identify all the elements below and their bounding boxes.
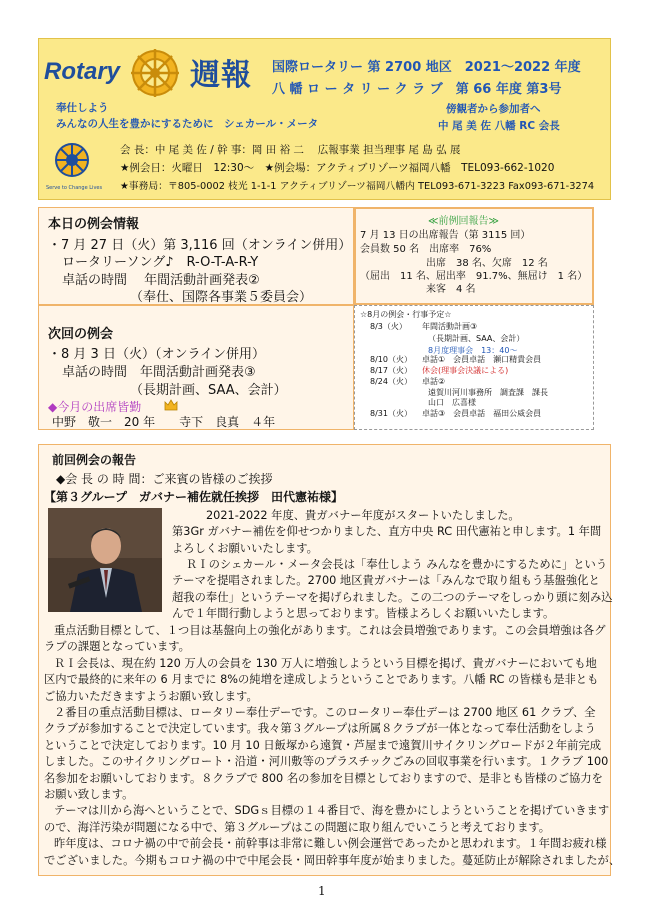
prev-line-1: 7 月 13 日の出席報告（第 3115 回） bbox=[360, 230, 531, 241]
schedule-text: 卓話② bbox=[422, 377, 446, 386]
prev-line-4: （屈出 11 名、屈出率 91.7%、無屈け 1 名） bbox=[360, 271, 588, 282]
schedule-row bbox=[370, 354, 541, 365]
president-theme: 傍観者から参加者へ bbox=[446, 103, 541, 115]
logo-caption: Serve to Change Lives bbox=[46, 185, 103, 191]
prev-line-5: 来客 4 名 bbox=[426, 284, 476, 295]
report-line: ＲＩ会長は、現在約 120 万人の会員を 130 万人に増強しようという目標を掲げ、貴ガバナーにおいても地 bbox=[54, 656, 597, 670]
report-line: 重点活動目標として、１つ目は基盤向上の強化があります。これは会員増強であります。この会員増強は各グ bbox=[54, 624, 606, 637]
prev-heading: ≪前例回報告≫ bbox=[428, 216, 499, 227]
report-line: ご協力いただきますようお願い致します。 bbox=[44, 689, 258, 703]
schedule-date: 8/31（火） bbox=[370, 409, 412, 418]
schedule-date: 8/17（火） bbox=[370, 366, 412, 375]
speaker-photo bbox=[48, 508, 162, 612]
schedule-date: 8/10（火） bbox=[370, 355, 412, 364]
group-heading: 【第３グループ ガバナー補佐就任挨拶 田代憲祐様】 bbox=[44, 490, 344, 504]
president-name: 中 尾 美 佐 八幡 RC 会長 bbox=[438, 120, 560, 132]
schedule-row bbox=[370, 397, 476, 408]
attendance-label: ◆今月の出席皆勤 bbox=[48, 400, 142, 414]
prev-line-3: 出席 38 名、欠席 12 名 bbox=[426, 258, 548, 269]
report-line: テーマを提唱されました。2700 地区貴ガバナーは「みんなで取り組もう基盤強化と bbox=[172, 574, 600, 588]
schedule-row bbox=[370, 376, 445, 387]
schedule-row bbox=[370, 333, 524, 344]
prev-line-2: 会員数 50 名 出席率 76% bbox=[360, 244, 492, 255]
office-line: ★事務局：〒805-0002 枝光 1-1-1 アクティブリゾーツ福岡八幡内 TEL093-671-3223 Fax093-671-3274 bbox=[120, 181, 595, 192]
district-line: 国際ロータリー 第 2700 地区 2021～2022 年度 bbox=[272, 60, 581, 75]
next-line-1: ・8 月 3 日（火）（オンライン併用） bbox=[48, 347, 266, 362]
report-line: テーマは川から海へということで、SDGｓ目標の１４番目で、海を豊かにしようということを掲げていきます bbox=[54, 804, 610, 818]
schedule-text: （長期計画、SAA、会計） bbox=[428, 334, 525, 343]
report-line: 第3Gr ガバナー補佐を仰せつかりました、直方中央 RC 田代憲祐と申します。1 年間 bbox=[172, 525, 602, 539]
club-line: 八 幡 ロ ー タ リ ー ク ラ ブ 第 66 年度 第3号 bbox=[272, 82, 562, 97]
schedule-text: 山口 広喜様 bbox=[428, 398, 476, 407]
crown-icon bbox=[164, 399, 178, 411]
next-line-3: （長期計画、SAA、会計） bbox=[130, 383, 287, 398]
schedule-heading: ☆8月の例会・行事予定☆ bbox=[360, 310, 452, 319]
next-heading: 次回の例会 bbox=[48, 327, 114, 342]
officers-line: 会 長：中 尾 美 佐 / 幹 事：岡 田 裕 二 広報事業 担当理事 尾 島 弘 展 bbox=[120, 144, 461, 156]
today-line-3: 卓話の時間 年間活動計画発表② bbox=[62, 273, 260, 288]
today-heading: 本日の例会情報 bbox=[48, 217, 140, 232]
today-line-2: ロータリーソング♪ R-O-T-A-R-Y bbox=[62, 255, 259, 270]
schedule-text: 卓話③ 会員卓話 福田公威会員 bbox=[422, 409, 542, 418]
schedule-text: 年間活動計画③ bbox=[422, 322, 478, 331]
next-line-2: 卓話の時間 年間活動計画発表③ bbox=[62, 365, 256, 380]
attendance-names: 中野 敬一 20 年 寺下 良真 ４年 bbox=[52, 415, 276, 429]
report-line: クラブが参加することで決定しています。我々第３グループは所属８クラブが一体となって奉仕活動をしよう bbox=[44, 722, 596, 736]
report-line: ので、海洋汚染が問題になる中で、第３グループはこの問題に取り組んでいこうと考えております。 bbox=[44, 820, 551, 834]
report-line: しました。このサイクリングロート・沿道・河川敷等のプラスチックごみの回収事業を行います。１クラブ 100 bbox=[44, 755, 609, 769]
schedule-text: 遠賀川河川事務所 調査課 課長 bbox=[428, 388, 548, 397]
report-line: んで１年間行動しようと思っております。皆様よろしくお願いいたします。 bbox=[172, 606, 555, 620]
report-line: よろしくお願いいたします。 bbox=[172, 541, 318, 555]
theme-line-2: みんなの人生を豊かにするために シェカール・メータ bbox=[56, 118, 319, 130]
report-line: ＲＩのシェカール・メータ会長は「奉仕しよう みんなを豊かにするために」という bbox=[186, 557, 608, 571]
today-line-4: （奉仕、国際各事業５委員会） bbox=[130, 290, 313, 305]
schedule-row bbox=[370, 408, 541, 419]
schedule-row bbox=[370, 365, 508, 376]
meeting-line: ★例会日：火曜日 12:30～ ★例会場：アクティブリゾーツ福岡八幡 TEL093-662-1020 bbox=[120, 162, 555, 174]
report-heading: 前回例会の報告 bbox=[52, 453, 137, 467]
report-line: 名参加をお願いしております。８クラブで 800 名の参加を目標としておりますので、是非とも皆様のご協力を bbox=[44, 771, 603, 785]
schedule-text: 休会(理事会決議による) bbox=[422, 366, 509, 375]
president-time-line: ◆会 長 の 時 間：ご来賓の皆様のご挨拶 bbox=[56, 472, 273, 486]
report-line: 2021-2022 年度、貴ガバナー年度がスタートいたしました。 bbox=[206, 509, 520, 522]
schedule-date: 8/3（火） bbox=[370, 322, 407, 331]
schedule-text: 卓話① 会員卓話 瀬口精貴会員 bbox=[422, 355, 542, 364]
report-line: 区内で最終的に来年の 6 月までに 8%の純増を達成しようということであります。八幡 RC の皆様も是非とも bbox=[44, 673, 599, 687]
report-line: でございました。今期もコロナ禍の中で中尾会長・岡田幹事年度が始まりました。蔓延防止が解除されましたが、 bbox=[44, 853, 621, 867]
rotary-logo-text: Rotary bbox=[44, 58, 121, 85]
report-line: ２番目の重点活動目標は、ロータリー奉仕デーです。このロータリー奉仕デーは 2700 地区 61 クラブ、全 bbox=[54, 706, 596, 719]
page-title: 週報 bbox=[190, 58, 252, 93]
report-line: ということで決定しております。10 月 10 日飯塚から遠賀・芦屋まで遠賀川サイクリングロードが２年前完成 bbox=[44, 738, 602, 752]
rotary-emblem-icon bbox=[44, 138, 106, 192]
report-line: ラブの課題となっています。 bbox=[44, 640, 190, 654]
rotary-wheel-icon bbox=[128, 46, 182, 100]
report-line: お願い致します。 bbox=[44, 788, 134, 801]
theme-line-1: 奉仕しよう bbox=[56, 102, 109, 114]
schedule-text: 8月度理事会 13：40～ bbox=[428, 346, 518, 355]
schedule-row bbox=[370, 321, 477, 332]
today-line-1: ・7 月 27 日（火）第 3,116 回（オンライン併用） bbox=[48, 238, 352, 253]
report-line: 超我の奉仕」というテーマを掲げられました。この二つのテーマをしっかり頭に刻み込 bbox=[172, 590, 613, 604]
report-line: 昨年度は、コロナ禍の中で前会長・前幹事は非常に難しい例会運営であったかと思われます。１年間お疲れ様 bbox=[54, 837, 607, 851]
schedule-date: 8/24（火） bbox=[370, 377, 412, 386]
page-number: 1 bbox=[318, 884, 326, 898]
